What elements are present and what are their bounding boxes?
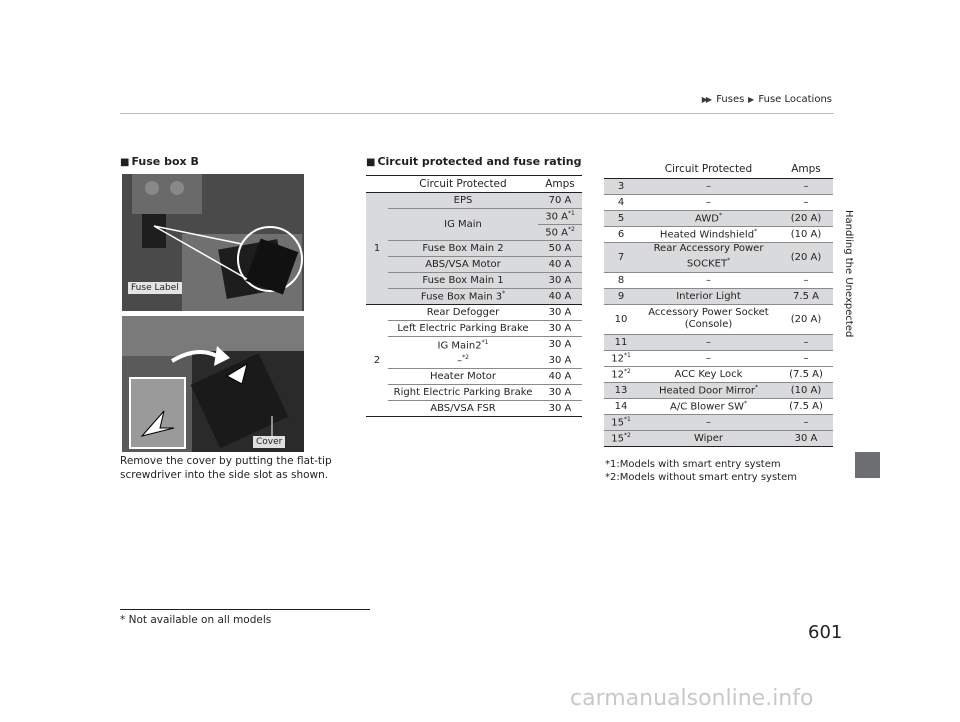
- circuit-cell: ABS/VSA FSR: [388, 401, 538, 417]
- number-value: 12: [611, 353, 624, 365]
- circuit-title: Circuit protected and fuse rating: [377, 155, 582, 168]
- table-row: [366, 289, 582, 305]
- fuse-number: 4: [604, 194, 638, 210]
- circuit-value: IG Main2: [437, 339, 482, 351]
- note-ref: *2: [567, 226, 575, 234]
- table-row: [604, 398, 833, 414]
- amps-cell: (20 A): [779, 304, 833, 334]
- note-ref: *: [718, 211, 722, 219]
- amps-cell: 50 A: [538, 241, 582, 257]
- circuit-cell: [388, 289, 538, 305]
- circuit-cell: [638, 210, 779, 226]
- circuit-cell: [638, 398, 779, 414]
- circuit-cell: Fuse Box Main 2: [388, 241, 538, 257]
- amps-cell: 30 A: [538, 321, 582, 337]
- circuit-cell: [388, 353, 538, 369]
- table-row: [604, 350, 833, 366]
- note-ref: *: [754, 227, 758, 235]
- chapter-tab-marker: [855, 452, 880, 478]
- circuit-value: Heated Door Mirror: [658, 385, 756, 397]
- fuse-number: 3: [604, 178, 638, 194]
- table-row: [366, 369, 582, 385]
- table-row: [604, 242, 833, 272]
- fuse-rating-table-1: [366, 175, 582, 417]
- circuit-cell: [638, 226, 779, 242]
- circuit-cell: Interior Light: [638, 288, 779, 304]
- amps-cell: 70 A: [538, 193, 582, 209]
- watermark: carmanualsonline.info: [570, 686, 814, 711]
- amps-cell: –: [779, 194, 833, 210]
- table-row: [366, 305, 582, 321]
- table-row: [366, 337, 582, 353]
- circuit-value-line2: SOCKET: [686, 258, 728, 270]
- square-bullet-icon: ■: [120, 157, 130, 168]
- fuse-number: 1: [366, 193, 388, 305]
- circuit-cell: Left Electric Parking Brake: [388, 321, 538, 337]
- circuit-value: A/C Blower SW: [670, 401, 744, 413]
- circuit-cell: [388, 337, 538, 353]
- circuit-cell: Wiper: [638, 430, 779, 446]
- arrow-icon: ▶▶: [701, 95, 711, 104]
- number-value: 15: [611, 433, 624, 445]
- table-row: [604, 414, 833, 430]
- circuit-cell: –: [638, 194, 779, 210]
- table-row: [366, 241, 582, 257]
- table-row: [604, 272, 833, 288]
- circuit-value: Accessory Power Socket: [648, 307, 769, 318]
- amps-cell: (10 A): [779, 226, 833, 242]
- cover-removal-illustration: [122, 316, 304, 452]
- circuit-cell: [638, 242, 779, 272]
- amps-cell: 30 A: [538, 305, 582, 321]
- cover-callout: Cover: [253, 436, 285, 448]
- amps-cell: 7.5 A: [779, 288, 833, 304]
- breadcrumb-item[interactable]: Fuse Locations: [758, 94, 832, 105]
- fuse-number: [604, 366, 638, 382]
- circuit-cell: –: [638, 178, 779, 194]
- note-ref: *1: [567, 210, 575, 218]
- table-row: [366, 401, 582, 417]
- note-ref: *1: [623, 415, 631, 423]
- header-amps: Amps: [538, 176, 582, 193]
- header-no: [604, 160, 638, 178]
- header-circuit: Circuit Protected: [638, 160, 779, 178]
- fuse-rating-table-2: [604, 160, 833, 447]
- side-chapter-label: [840, 210, 854, 450]
- fuse-number: [604, 430, 638, 446]
- amps-cell: [538, 209, 582, 225]
- fuse-number: 5: [604, 210, 638, 226]
- fuse-number: 14: [604, 398, 638, 414]
- note-ref: *: [743, 399, 747, 407]
- amps-cell: 40 A: [538, 289, 582, 305]
- cover-removal-caption: Remove the cover by putting the flat-tip screwdriver into the side slot as shown.: [120, 455, 332, 481]
- amps-value: 50 A: [545, 227, 568, 239]
- page-number: 601: [808, 622, 843, 643]
- table-row: [366, 193, 582, 209]
- circuit-cell: Heater Motor: [388, 369, 538, 385]
- amps-cell: –: [779, 272, 833, 288]
- table-row: [604, 210, 833, 226]
- table-row: [604, 430, 833, 446]
- amps-cell: 30 A: [538, 385, 582, 401]
- fuse-box-photo: [122, 174, 304, 311]
- table-row: [366, 209, 582, 225]
- note-ref: *: [727, 257, 731, 265]
- table-row: [366, 257, 582, 273]
- square-bullet-icon: ■: [366, 157, 376, 168]
- amps-cell: 30 A: [548, 339, 572, 351]
- chapter-label-text: Handling the Unexpected: [843, 210, 854, 338]
- fuse-number: 13: [604, 382, 638, 398]
- header-no: [366, 176, 388, 193]
- footnote-divider: [120, 609, 370, 610]
- circuit-value: Fuse Box Main 3: [420, 291, 503, 303]
- table-row: [604, 382, 833, 398]
- amps-cell: (7.5 A): [779, 366, 833, 382]
- circuit-value: Heated Windshield: [659, 229, 755, 241]
- note-line: *2:Models without smart entry system: [605, 472, 797, 483]
- circuit-cell: IG Main: [388, 209, 538, 241]
- table-notes: [605, 458, 797, 484]
- amps-cell: 30 A: [779, 430, 833, 446]
- fuse-label-callout: Fuse Label: [128, 282, 182, 294]
- circuit-cell: –: [638, 414, 779, 430]
- circuit-cell: –: [638, 350, 779, 366]
- fuse-number: [604, 350, 638, 366]
- number-value: 12: [611, 369, 624, 381]
- circuit-cell: [638, 382, 779, 398]
- circuit-cell: ACC Key Lock: [638, 366, 779, 382]
- fuse-number: 8: [604, 272, 638, 288]
- table-row: [366, 353, 582, 369]
- amps-cell: (20 A): [779, 210, 833, 226]
- footnote: * Not available on all models: [120, 614, 272, 626]
- table-row: [366, 321, 582, 337]
- table-header-row: [604, 160, 833, 178]
- table-row: [604, 334, 833, 350]
- note-ref: *2: [462, 354, 469, 362]
- amps-cell: (7.5 A): [779, 398, 833, 414]
- fuse-number: [604, 414, 638, 430]
- note-ref: *1: [481, 338, 489, 346]
- fuse-number: 7: [604, 242, 638, 272]
- note-ref: *2: [623, 431, 631, 439]
- amps-cell: –: [779, 350, 833, 366]
- amps-cell: 30 A: [538, 273, 582, 289]
- note-ref: *2: [623, 367, 631, 375]
- circuit-cell: EPS: [388, 193, 538, 209]
- circuit-cell: –: [638, 334, 779, 350]
- circuit-cell: ABS/VSA Motor: [388, 257, 538, 273]
- circuit-cell: Rear Defogger: [388, 305, 538, 321]
- circuit-cell: [638, 304, 779, 334]
- fuse-number: 2: [366, 305, 388, 417]
- arrow-icon: ▶: [747, 95, 753, 104]
- header-amps: Amps: [779, 160, 833, 178]
- amps-cell: 30 A: [538, 353, 582, 369]
- header-circuit: Circuit Protected: [388, 176, 538, 193]
- amps-cell: 40 A: [538, 369, 582, 385]
- section-title-fuse-box: [120, 155, 199, 168]
- table-row: [604, 226, 833, 242]
- circuit-value: –: [457, 355, 463, 367]
- amps-cell: (10 A): [779, 382, 833, 398]
- number-value: 15: [611, 417, 624, 429]
- fuse-number: 10: [604, 304, 638, 334]
- table-row: [604, 288, 833, 304]
- table-row: [604, 304, 833, 334]
- fuse-number: 9: [604, 288, 638, 304]
- note-ref: *: [502, 290, 506, 298]
- note-ref: *: [755, 383, 759, 391]
- amps-cell: 30 A: [538, 401, 582, 417]
- breadcrumb-item[interactable]: Fuses: [716, 94, 745, 105]
- amps-cell: (20 A): [779, 242, 833, 272]
- table-row: [604, 194, 833, 210]
- section-title-circuit: [366, 155, 581, 168]
- circuit-cell: Fuse Box Main 1: [388, 273, 538, 289]
- circuit-value: Rear Accessory Power: [653, 243, 764, 255]
- circuit-cell: –: [638, 272, 779, 288]
- amps-cell: –: [779, 414, 833, 430]
- table-header-row: [366, 176, 582, 193]
- circuit-cell: Right Electric Parking Brake: [388, 385, 538, 401]
- table-row: [366, 385, 582, 401]
- amps-cell: 40 A: [538, 257, 582, 273]
- amps-cell: [538, 225, 582, 241]
- fuse-number: 6: [604, 226, 638, 242]
- circuit-value-line2: (Console): [684, 319, 733, 330]
- cover-removal-photo: [122, 316, 304, 452]
- fuse-number: 11: [604, 334, 638, 350]
- amps-cell: –: [779, 178, 833, 194]
- fuse-box-title: Fuse box B: [131, 155, 199, 168]
- amps-value: 30 A: [545, 211, 568, 223]
- note-ref: *1: [623, 351, 631, 359]
- breadcrumb: [702, 94, 832, 105]
- table-row: [366, 273, 582, 289]
- amps-cell: –: [779, 334, 833, 350]
- table-row: [604, 178, 833, 194]
- header-divider: [120, 113, 834, 114]
- circuit-value: AWD: [695, 213, 719, 225]
- note-line: *1:Models with smart entry system: [605, 459, 781, 470]
- table-row: [604, 366, 833, 382]
